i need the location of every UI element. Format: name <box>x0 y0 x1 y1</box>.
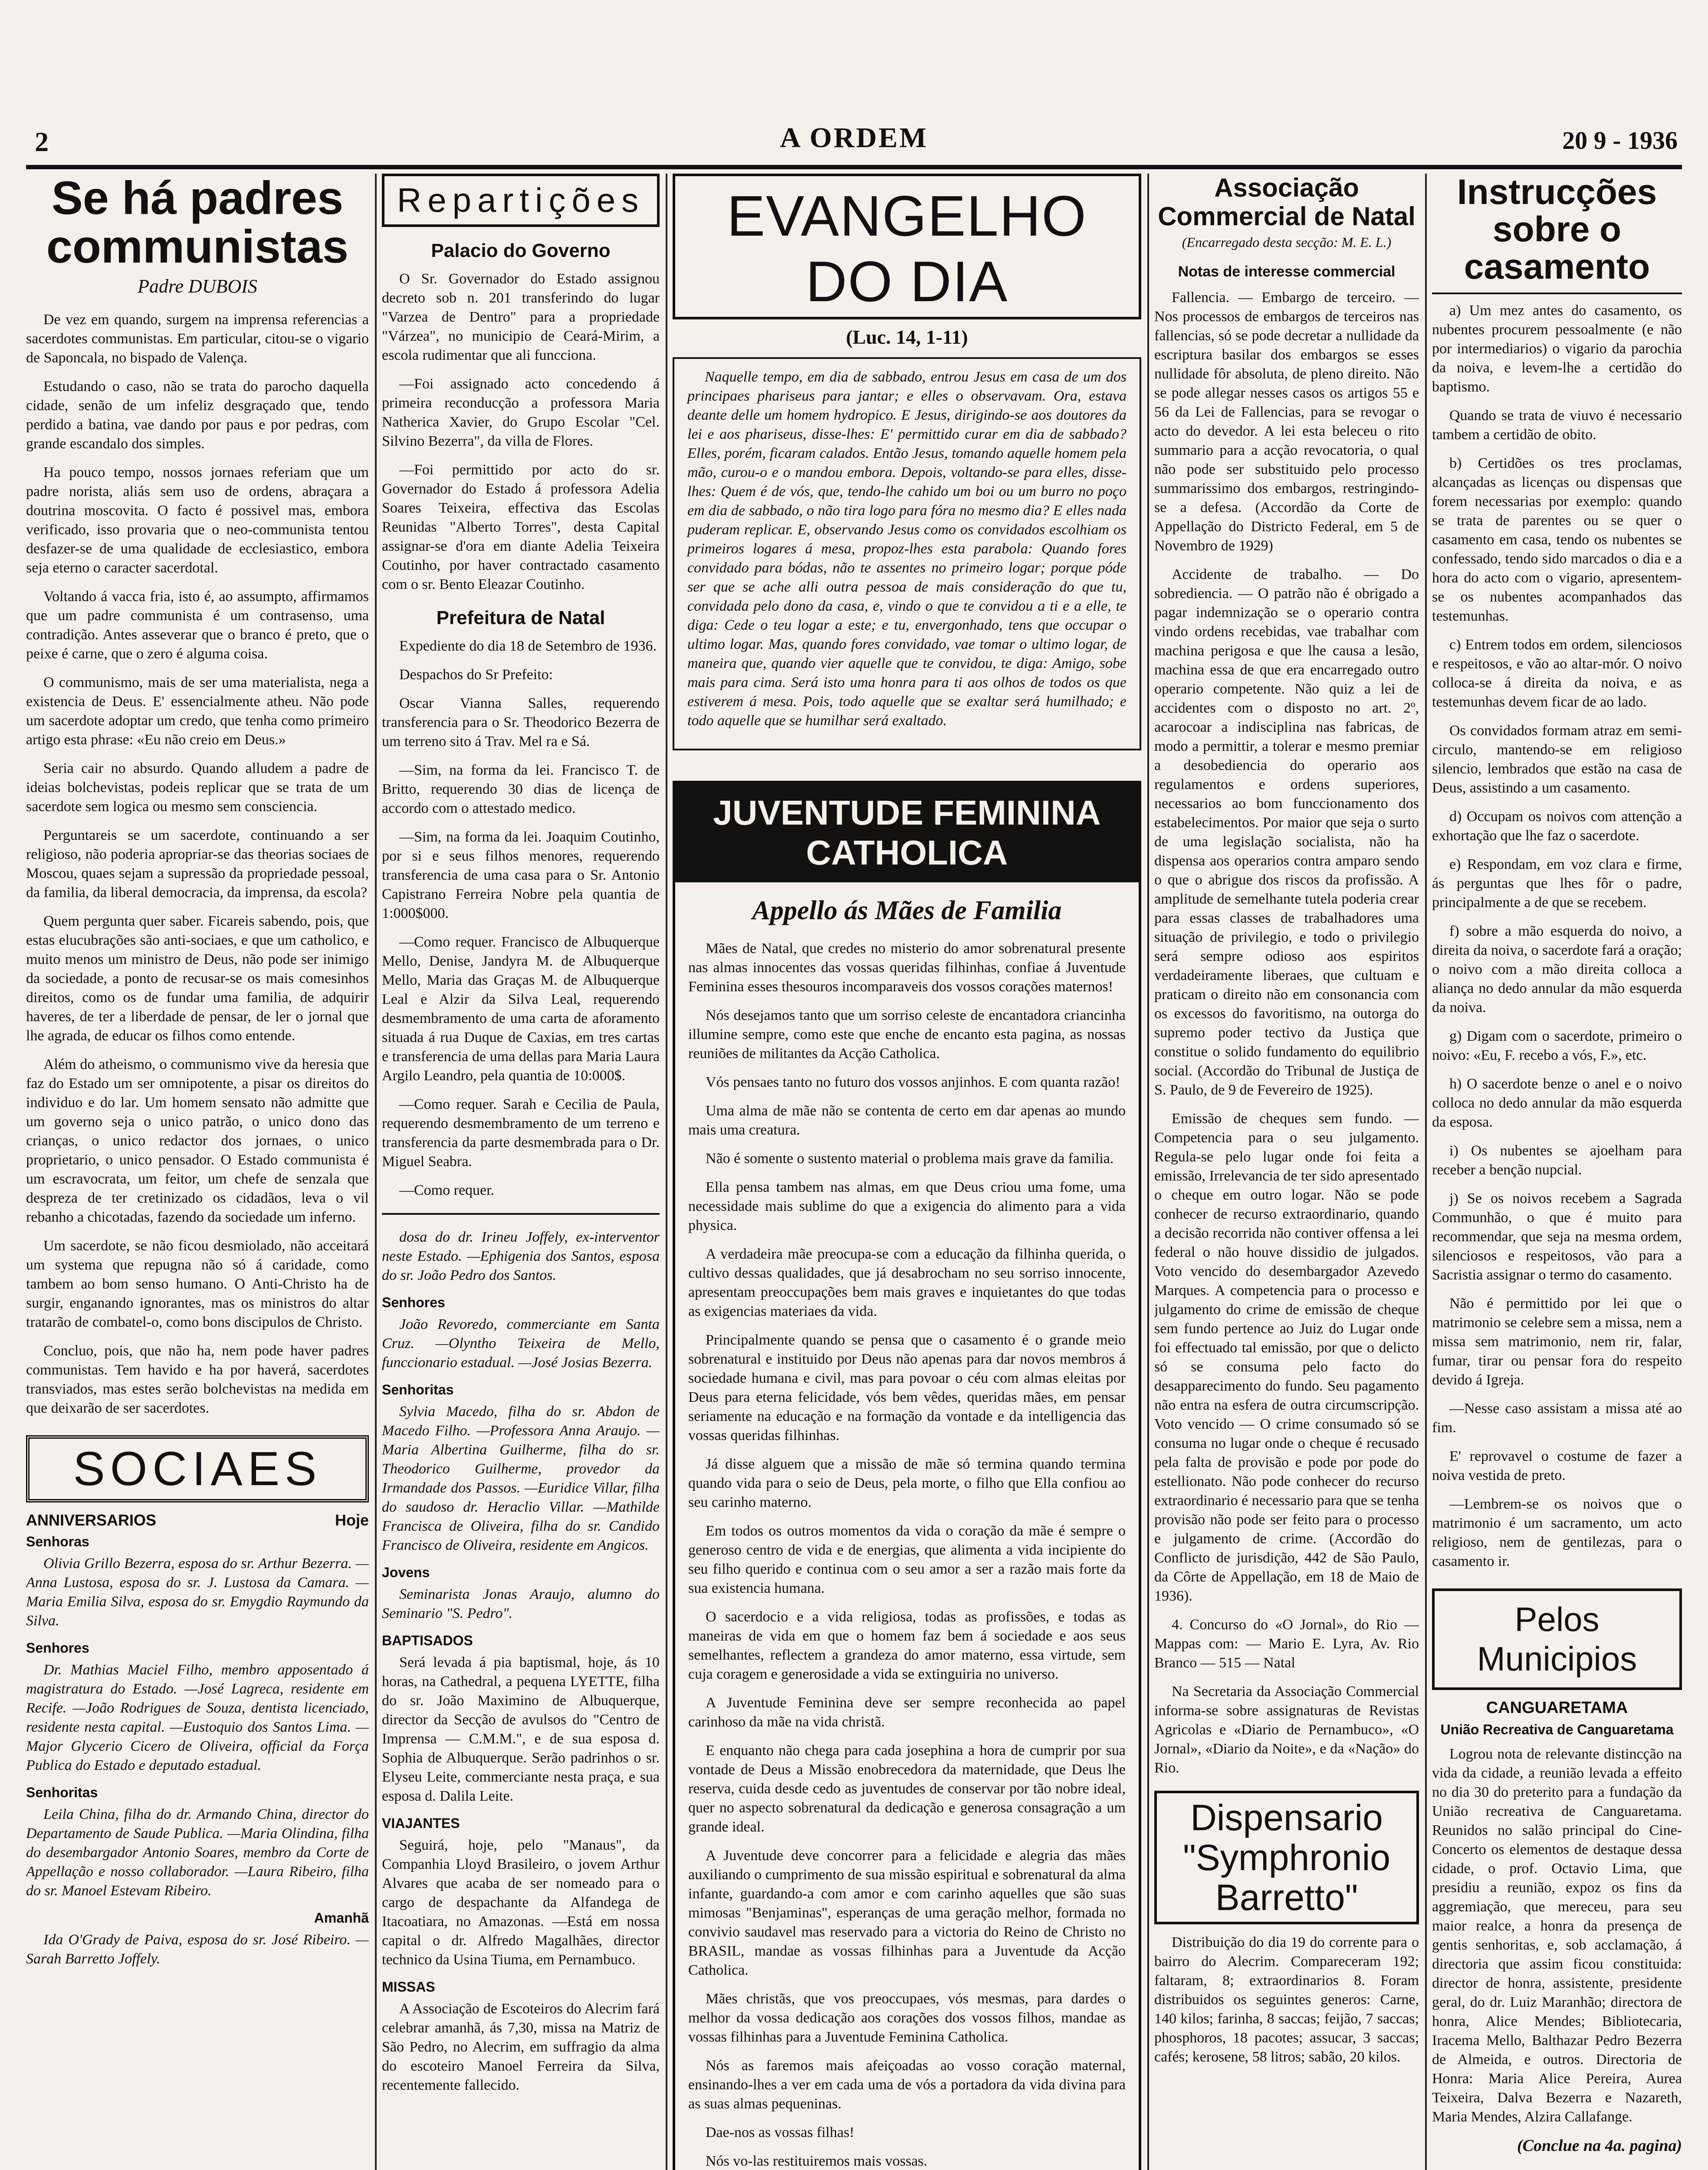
misses-label: Senhoritas <box>26 1785 98 1800</box>
paragraph: O sacerdocio e a vida religiosa, todas as profissões, e todas as maneiras de vida em que o homem faz bem á sociedade e aos seus semelhantes, reflectem a grandeza do amor materno, essa virtude, sem cuja coragem e generosidade a vida se extinguiria no universo. <box>688 1609 1126 1682</box>
youths-label: Jovens <box>382 1565 430 1580</box>
paragraph: Além do atheismo, o communismo vive da heresia que faz do Estado um ser omnipotente, a pisar os direitos do individuo e do lar. Um homem sensato não admitte que um governo seja o unico patrão, o unico dono das crianças, o unico redactor dos jornaes, o unico proprietario, o unico pensador. O Estado communista é um escravocrata, um feitor, um chefe de senzala que despreza de ter cretinizado os cidadãos, leva o vil rebanho a chicotadas, fazendo da sociedade um inferno. <box>26 1056 369 1225</box>
issue-date: 20 9 - 1936 <box>1562 126 1678 155</box>
column-rule <box>666 174 667 2170</box>
social-continued: dosa do dr. Irineu Joffely, ex-interventor neste Estado. —Ephigenia dos Santos, esposa do sr. João Pedro dos Santos. <box>382 1229 660 1283</box>
paragraph: Principalmente quando se pensa que o casamento é o grande meio sobrenatural e instituido por Deus não apenas para dar novos membros á sociedade humana e civil, mas para povoar o céu com almas eleitas por Deus para eterna felicidade, vós bem vêdes, queridas mães, em pensar seriamente na educação e na formação da vontade e da intelligencia das vossas queridas filhinhas. <box>688 1332 1126 1443</box>
misses-label: Senhoritas <box>382 1382 454 1397</box>
dispensario-title: Dispensario "Symphronio Barretto" <box>1154 1791 1419 1924</box>
column-gospel <box>673 174 1141 2170</box>
column-rule <box>1147 174 1149 2170</box>
column-associacao <box>1154 174 1419 2170</box>
misses-list: Sylvia Macedo, filha do sr. Abdon de Macedo Filho. —Professora Anna Araujo. —Maria Albertina Guilherme, filha do sr. Theodorico Guilherme, provedor da Irmandade dos Passos. —Euridice Villar, filha do saudoso dr. Heraclio Villar. —Mathilde Francisca de Oliveira, filha do sr. Candido Francisco de Oliveira, residente em Angicos. <box>382 1404 660 1553</box>
gentlemen-label: Senhores <box>382 1295 445 1310</box>
paragraph: —Nesse caso assistam a missa até ao fim. <box>1432 1401 1682 1436</box>
commercial-notes-label: Notas de interesse commercial <box>1178 263 1396 280</box>
column-rule <box>1425 174 1427 2170</box>
paragraph: Nós as faremos mais afeiçoadas ao vosso coração maternal, ensinando-lhes a ver em cada uma de vós a portadora da vida divina para as suas almas pequeninas. <box>688 2058 1126 2112</box>
section-title-municipios: Pelos Municipios <box>1432 1588 1682 1690</box>
paragraph: O communismo, mais de ser uma materialista, nega a existencia de Deus. E' essencialmente atheu. Não pode um sacerdote adoptar um credo, que tenha como primeiro artigo esta phrase: «Eu não creio em Deus.» <box>26 674 369 748</box>
masthead <box>26 108 1682 169</box>
paragraph: Despachos do Sr Prefeito: <box>399 667 553 683</box>
section-title-instrucoes: Instrucções sobre o casamento <box>1457 174 1657 286</box>
anniversaries-header <box>26 1511 369 1529</box>
club-name: União Recreativa de Canguaretama <box>1440 1722 1674 1737</box>
paragraph: Não é somente o sustento material o problema mais grave da familia. <box>706 1151 1114 1167</box>
paragraph: A Juventude deve concorrer para a felicidade e alegria das mães auxiliando o cumprimento de sua missão espiritual e sobrenatural da alma infante, guardando-a com amor e com carinho aquelles que são suas mimosas "Benjaminas", esperanças de uma geração melhor, formada no convivio saudavel mas reservado para a victoria do Reino de Christo no BRASIL, mandae as vossas filhinhas para a Juventude da Acção Catholica. <box>688 1848 1126 1978</box>
column-reparticoes <box>382 174 660 2170</box>
continued-note: (Conclue na 4a. pagina) <box>1517 2137 1682 2155</box>
paragraph: Na Secretaria da Associação Commercial informa-se sobre assignaturas de Revistas Agricolas e «Diario de Pernambuco», «O Jornal», «Diario da Noite», e da «Nação» do Rio. <box>1154 1683 1419 1776</box>
masses-label: MISSAS <box>382 1979 435 1995</box>
paragraph: d) Occupam os noivos com attenção a exhortação que lhe faz o sacerdote. <box>1432 809 1682 844</box>
municipios-text: Logrou nota de relevante distincção na vida da cidade, a reunião levada a effeito no dia 30 do preterito para a fundação da União recreativa de Canguaretama. Reunidos no salão principal do Cine-Concerto os elementos de destaque dessa cidade, o prof. Octavio Lima, que presidiu a reunião, expoz os fins da aggremiação, que mereceu, para seu maior realce, a honra da presença de gentis senhoritas, e, sob acclamação, á directoria que assim ficou constituida: director de honra, assistente, presidente geral, do dr. Luiz Maranhão; directora de honra, Alice Mendes; Bibliotecaria, Iracema Mello, Balthazar Pedro Bezerra de Almeida, e outros. Directoria de Honra: Maria Alice Pereira, Aurea Teixeira, Dalva Bezerra e Nazareth, Maria Mendes, Alzira Callafange. <box>1432 1746 1682 2125</box>
travellers-label: VIAJANTES <box>382 1815 460 1831</box>
column-rule <box>375 174 377 2170</box>
paragraph: Perguntareis se um sacerdote, continuando a ser religioso, não poderia apropriar-se das theorias sociaes de Moscou, quaes sejam a supressão da propriedade pessoal, da familia, da liberal democracia, da imprensa, da escola? <box>26 827 369 901</box>
paragraph: Expediente do dia 18 de Setembro de 1936. <box>399 638 657 654</box>
paragraph: Vós pensaes tanto no futuro dos vossos anjinhos. E com quanta razão! <box>706 1074 1120 1090</box>
town-name: CANGUARETAMA <box>1486 1699 1628 1717</box>
paragraph: Concluo, pois, que não ha, nem pode haver padres communistas. Tem havido e ha por haverá, sacerdotes transviados, mas estes serão bolchevistas na medida em que deixarão de ser sacerdotes. <box>26 1343 369 1416</box>
paragraph: Quando se trata de viuvo é necessario tambem a certidão de obito. <box>1432 408 1682 443</box>
paragraph: c) Entrem todos em ordem, silenciosos e respeitosos, e vão ao altar-mór. O noivo colloca-se á direita da noiva, e as testemunhas devem ficar de ao lado. <box>1432 637 1682 710</box>
ladies-list: Olivia Grillo Bezerra, esposa do sr. Arthur Bezerra. —Anna Lustosa, esposa do sr. J. Lustosa da Camara. —Maria Emilia Silva, esposa do sr. Emygdio Raymundo da Silva. <box>26 1555 369 1629</box>
paragraph: —Foi permittido por acto do sr. Governador do Estado á professora Adelia Soares Teixeira, effectiva das Escolas Reunidas "Alberto Torres", desta Capital assignar-se d'ora em diante Adelia Teixeira Coutinho, por haver contractado casamento com o sr. Bento Eleazar Coutinho. <box>382 462 660 592</box>
prefecture-label: Prefeitura de Natal <box>436 607 605 628</box>
section-note: (Encarregado desta secção: M. E. L.) <box>1182 234 1392 250</box>
paragraph: e) Respondam, em voz clara e firme, ás perguntas que lhes fôr o padre, principalmente a de que se recebem. <box>1432 856 1682 911</box>
today-label: Hoje <box>335 1511 369 1529</box>
tomorrow-list: Ida O'Grady de Paiva, esposa do sr. José Ribeiro. —Sarah Barretto Joffely. <box>26 1932 369 1967</box>
baptisms-label: BAPTISADOS <box>382 1633 473 1648</box>
paragraph: —Sim, na forma da lei. Joaquim Coutinho, por si e seus filhos menores, requerendo transferencia de uma casa para o Sr. Antonio Capistrano Ferreira Nobre pela quantia de 1:000$000. <box>382 829 660 921</box>
paragraph: Accidente de trabalho. — Do sobrediencia. — O patrão não é obrigado a pagar indemnização se o operario contra vindo ordens recebidas, vae trabalhar com machina perigosa e que lhe causa a lesão, machina essa de que era encarregado outro operario competente. Não quiz a lei de accidentes com o disposto no art. 2º, acarocoar a indisciplina nas fabricas, de modo a permittir, a tolerar e mesmo premiar a desobediencia do operario aos regulamentos e ordens superiores, necessarios ao bom funccionamento dos estabelecimentos. Por maior que seja o surto de uma legislação socialista, não ha dispensa aos operarios contra amparo sendo o que o abrigue dos riscos da profissão. A amplitude de semelhante tutela poderia crear para essas classes de trabalhadores uma situação de privilegio, e todo o privilegio será sempre odioso aos espiritos verdadeiramente liberaes, que cultuam e praticam o direito não em consonancia com os excessos do favoritismo, na outorga do supremo poder tectivo da Justiça que constitue o solido fundamento do equilibrio social. (Accordão do Tribunal de Justiça de S. Paulo, de 9 de Fevereiro de 1925). <box>1154 566 1419 1098</box>
paragraph: i) Os nubentes se ajoelham para receber a benção nupcial. <box>1432 1143 1682 1178</box>
masses-text: A Associação de Escoteiros do Alecrim fará celebrar amanhã, ás 7,30, missa na Matriz de São Pedro, no Alecrim, em suffragio da alma do escoteiro Manoel Ferreira da Silva, recentemente fallecido. <box>382 2001 660 2093</box>
newspaper-page <box>26 26 1682 2170</box>
paragraph: E' reprovavel o costume de fazer a noiva vestida de preto. <box>1432 1448 1682 1483</box>
article-body <box>26 310 369 1418</box>
paragraph: Oscar Vianna Salles, requerendo transferencia para o Sr. Theodorico Bezerra de um terreno sito á Trav. Mel ra e Sá. <box>382 695 660 750</box>
paragraph: A Juventude Feminina deve ser sempre reconhecida ao papel carinhoso da mãe na vida christã. <box>688 1695 1126 1730</box>
paragraph: b) Certidões os tres proclamas, alcançadas as licenças ou dispensas que forem necessarias por exemplo: quando se trata de parentes ou se quer o casamento em casa, tendo os nubentes se confessado, tendo sido marcados o dia e a hora do acto com o vigario, apresentem-se os nubentes acompanhados das testemunhas. <box>1432 455 1682 624</box>
paragraph: Fallencia. — Embargo de terceiro. — Nos processos de embargos de terceiros nas fallencias, só se pode decretar a nullidade da escriptura basilar dos embargos se esses nullidade fôr absoluta, de pleno direito. Não se pode allegar nesses casos os artigos 55 e 56 da Lei de Fallencias, para se revogar o acto do devedor. A lei esta beleceu o rito summario para a acção revocatoria, o qual não pode ser substituido pelo processo summarissimo dos embargos, restringindo-se a defesa. (Accordão da Corte de Appellação do Districto Federal, em 5 de Novembro de 1929) <box>1154 289 1419 554</box>
paragraph: E enquanto não chega para cada josephina a hora de cumprir por sua vontade de Deus a Missão enobrecedora da maternidade, que Deus lhe reserva, cuida desde cedo as juventudes de conservar por tão nobre ideal, quer no aspecto sobrenatural da dedicação e generosa consagração a um grande ideal. <box>688 1743 1126 1835</box>
article-title-padres-communistas: Se há padres communistas <box>46 174 349 273</box>
palace-label: Palacio do Governo <box>431 240 611 261</box>
paragraph: Estudando o caso, não se trata do parocho daquella cidade, senão de um infeliz desgraçado que, tendo perdido a batina, vae dando por paus e por pedras, com grande escandalo dos simples. <box>26 378 369 452</box>
divider <box>1432 293 1682 294</box>
paragraph: Ella pensa tambem nas almas, em que Deus criou uma fome, uma necessidade mais sublime do que a exigencia do alimento para a vida physica. <box>688 1179 1126 1233</box>
paragraph: Uma alma de mãe não se contenta de certo em dar apenas ao mundo mais uma creatura. <box>688 1103 1126 1138</box>
page-number: 2 <box>35 126 49 157</box>
paragraph: Não é permittido por lei que o matrimonio se celebre sem a missa, nem a missa sem matrimonio, nem rir, falar, fumar, tirar ou pensar fora do respeito devido á Igreja. <box>1432 1295 1682 1388</box>
paragraph: f) sobre a mão esquerda do noivo, a direita da noiva, o sacerdote fará a oração; o noivo com a mão direita colloca a aliança no dedo annular da mão esquerda da noiva. <box>1432 923 1682 1016</box>
paragraph: Emissão de cheques sem fundo. — Competencia para o seu julgamento. Regula-se pelo lugar onde foi feita a emissão, Irrelevancia de ter sido apresentado o cheque em outro logar. Não se pode conhecer de recurso extraordinario, quando a decisão recorrida não contiver offensa a lei federal o não houve dissidio de julgados. Voto vencido do desembargador Azevedo Marques. A competencia para o processo e julgamento do crime de emissão de cheque sem fundo pertence ao Juiz do Lugar onde foi effectuado tal emissão, por que o delicto só se consuma pelo facto do desapparecimento do fundo. Seu pagamento não entra na esfera de outra circumscripção. Voto vencido — O crime consumado só se consuma no lugar onde o cheque é recusado pela falta de provisão e pode por pode do estellionato. Não pode conhecer do recurso extraordinario é necessario para que se tenha provisão não pode ser feito para o processo e julgamento de crime. (Accordão do Conflicto de jurisdição, 442 de São Paulo, da Côrte de Appellação, em 18 de Maio de 1936). <box>1154 1111 1419 1604</box>
gentlemen-list: João Revoredo, commerciante em Santa Cruz. —Olyntho Teixeira de Mello, funccionario estadual. —José Josias Bezerra. <box>382 1316 660 1371</box>
paragraph: —Como requer. <box>399 1182 495 1198</box>
section-title-sociaes: SOCIAES <box>26 1435 369 1503</box>
travellers-text: Seguirá, hoje, pelo "Manaus", da Companhia Lloyd Brasileiro, o jovem Arthur Alvares que acaba de ser nomeado para o cargo de despachante da Alfandega de Itacoatiara, no Amazonas. —Está em nossa capital o dr. Alfredo Magalhães, director technico da Usina Tiuma, em Pernambuco. <box>382 1837 660 1968</box>
paragraph: g) Digam com o sacerdote, primeiro o noivo: «Eu, F. recebo a vós, F.», etc. <box>1432 1028 1682 1063</box>
gentlemen-label: Senhores <box>26 1640 89 1656</box>
section-title-juventude: JUVENTUDE FEMININA CATHOLICA <box>675 783 1139 882</box>
section-title-associacao: Associação Commercial de Natal <box>1158 174 1416 231</box>
misses-list: Leila China, filha do dr. Armando China, director do Departamento de Saude Publica. —Maria Olindina, filha do desembargador Antonio Soares, membro da Corte de Appellação e nosso collaborador. —Laura Ribeiro, filha do sr. Manoel Estevam Ribeiro. <box>26 1806 369 1899</box>
paragraph: Ha pouco tempo, nossos jornaes referiam que um padre norista, aliás sem uso de ordens, abraçara a doutrina moscovita. O facto é possivel mas, embora verificado, isso provaria que o neo-communista tentou desfazer-se de uma qualidade de ecclesiastico, embora seja eterno o caracter sacerdotal. <box>26 464 369 576</box>
paragraph: Quem pergunta quer saber. Ficareis sabendo, pois, que estas elucubrações são anti-sociaes, e que um catholico, e muito menos um ministro de Deus, não pode ser inimigo da sociedade, a ponto de recusar-se os mais comesinhos direitos, como os de fundar uma familia, de adquirir haveres, de ter a liberdade de pensar, de ler o jornal que lhe agrada, de educar os filhos como entende. <box>26 913 369 1044</box>
paragraph: h) O sacerdote benze o anel e o noivo colloca no dedo annular da mão esquerda da esposa. <box>1432 1076 1682 1130</box>
ladies-label: Senhoras <box>26 1534 89 1549</box>
paragraph: Seria cair no absurdo. Quando alludem a padre de ideias bolchevistas, podeis replicar que se trata de um sacerdote sem logica ou mesmo sem consciencia. <box>26 760 369 815</box>
divider <box>382 1213 660 1215</box>
newspaper-name: A ORDEM <box>780 122 928 154</box>
gospel-text: Naquelle tempo, em dia de sabbado, entrou Jesus em casa de um dos principaes phariseus para jantar; e elles o observavam. Ora, estava deante delle um homem hydropico. E Jesus, dirigindo-se aos doutores da lei e aos phariseus, disse-lhes: E' permittido curar em dia de sabbado? Elles, porém, ficaram calados. Então Jesus, tomando aquelle homem pela mão, curou-o e o mandou embora. Depois, voltando-se para elles, disse-lhes: Quem é de vós, que, tendo-lhe cahido um boi ou um burro no poço em dia de sabbado, o não tira logo para fóra no mesmo dia? E elles nada puderam replicar. E, observando Jesus como os convidados escolhiam os primeiros logares á mesa, propoz-lhes esta parabola: Quando fores convidado para bódas, não te assentes no primeiro logar; porque póde ser que se ache alli outra pessoa de mais consideração do que tu, convidada pelo dono da casa, e, vindo o que te convidou a ti e a elle, te diga: Cede o teu logar a este; e tu, envergonhado, tens que occupar o ultimo logar. Mas, quando fores convidado, vae tomar o ultimo logar, de maneira que, quando vier aquelle que te convidou, te diga: Amigo, sobe mais para cima. Será isto uma honra para ti aos olhos de todos os que estiverem á mesa. Pois, todo aquelle que se exaltar será humilhado; e todo aquelle que se humilhar será exaltado. <box>687 369 1127 729</box>
column-instrucoes <box>1432 174 1682 2170</box>
paragraph: 4. Concurso do «O Jornal», do Rio — Mappas com: — Mario E. Lyra, Av. Rio Branco — 515 — Natal <box>1154 1617 1419 1671</box>
paragraph: —Sim, na forma da lei. Francisco T. de Britto, requerendo 30 dias de licença de accordo com o attestado medico. <box>382 762 660 816</box>
paragraph: —Lembrem-se os noivos que o matrimonio é um sacramento, um acto religioso, nem de gentilezas, para o casamento ir. <box>1432 1496 1682 1569</box>
paragraph: j) Se os noivos recebem a Sagrada Communhão, o que é muito para recommendar, que seja na mesma ordem, silenciosos e respeitosos, vão para a Sacristia assignar o termo do casamento. <box>1432 1190 1682 1283</box>
paragraph: De vez em quando, surgem na imprensa referencias a sacerdotes communistas. Em particular, citou-se o vigario de Saponcala, no bispado de Valença. <box>26 312 369 366</box>
paragraph: —Como requer. Francisco de Albuquerque Mello, Denise, Jandyra M. de Albuquerque Mello, Maria das Graças M. de Albuquerque Leal e Alzir da Silva Leal, requerendo desmembramento de uma carta de aforamento situada á rua Duque de Caxias, em tres cartas e transferencia de uma dellas para Maria Laura Argilo Leandro, pela quantia de 10:000$. <box>382 934 660 1084</box>
paragraph: Voltando á vacca fria, isto é, ao assumpto, affirmamos que um padre communista é um contrasenso, uma contradição. Antes asseverar que o branco é preto, que o peixe é carne, que o zero é alguma coisa. <box>26 589 369 662</box>
baptisms-text: Será levada á pia baptismal, hoje, ás 10 horas, na Cathedral, a pequena LYETTE, filha do sr. João Maximino de Albuquerque, director da Secção de avulsos do "Centro de Imprensa — C.M.M.", e de sua esposa d. Sophia de Albuquerque. Serão padrinhos o sr. Elyseu Leite, commerciante nesta praça, e sua esposa d. Dalila Leite. <box>382 1654 660 1804</box>
paragraph: Os convidados formam atraz em semi-circulo, mantendo-se em religioso silencio, lembrados que estão na casa de Deus, assistindo a um casamento. <box>1432 723 1682 796</box>
paragraph: Dae-nos as vossas filhas! <box>706 2124 854 2140</box>
paragraph: A verdadeira mãe preocupa-se com a educação da filhinha querida, o cultivo dessas qualidades, que já desabrocham no seu sorriso innocente, apresentam preoccupações bem mais graves e inquietantes do que todas as exigencias materiaes da vida. <box>688 1246 1126 1319</box>
paragraph: —Foi assignado acto concedendo á primeira reconducção a professora Maria Natherica Xavier, do Grupo Escolar "Cel. Silvino Bezerra", da villa de Flores. <box>382 376 660 449</box>
paragraph: Um sacerdote, se não ficou desmiolado, não acceitará um systema que repugna não só á caridade, como tambem ao bom senso humano. O Anti-Christo ha de surgir, enganando ignorantes, mas os ministros do altar tratarão de combatel-o, como bons discipulos de Christo. <box>26 1238 369 1330</box>
paragraph: Já disse alguem que a missão de mãe só termina quando termina quando vida para o seio de Deus, pela morte, o filho que Ella confiou ao seu carinho materno. <box>688 1456 1126 1510</box>
gospel-reference: (Luc. 14, 1-11) <box>846 326 968 348</box>
paragraph: Mães de Natal, que credes no misterio do amor sobrenatural presente nas almas innocentes das vossas queridas filhinhas, confiae á Juventude Feminina esses thesouros incomparaveis dos vossos corações maternos! <box>688 940 1126 995</box>
paragraph: Nós vo-las restituiremos mais vossas. <box>706 2153 927 2169</box>
tomorrow-label: Amanhã <box>314 1910 369 1926</box>
paragraph: O Sr. Governador do Estado assignou decreto sob n. 201 transferindo do lugar "Varzea de Dentro" para a propriedade "Várzea", no municipio de Ceará-Mirim, a escola rudimentar que ali funcciona. <box>382 271 660 363</box>
dispensario-text: Distribuição do dia 19 do corrente para o bairro do Alecrim. Compareceram 192; faltaram, 8; extraordinarios 8. Foram distribuidos os seguintes generos: Carne, 140 kilos; farinha, 8 saccas; feijão, 7 saccas; phosphoros, 18 pacotes; assucar, 3 saccas; cafés; kerosene, 58 litros; sabão, 20 kilos. <box>1154 1934 1419 2065</box>
youths-list: Seminarista Jonas Araujo, alumno do Seminario "S. Pedro". <box>382 1586 660 1621</box>
paragraph: Nós desejamos tanto que um sorriso celeste de encantadora criancinha illumine sempre, como este que enche de encanto esta pagina, as nossas reuniões de militantes da Acção Catholica. <box>688 1007 1126 1062</box>
column-communist-priests <box>26 174 369 2170</box>
paragraph: Em todos os outros momentos da vida o coração da mãe é sempre o generoso centro de vida e de energias, que alimenta a vida incipiente do seu filho querido e continua com o seu amor a ser a razão mais forte da sua existencia humana. <box>688 1523 1126 1596</box>
juventude-subtitle: Appello ás Mães de Familia <box>752 896 1062 925</box>
paragraph: Mães christãs, que vos preoccupaes, vós mesmas, para dardes o melhor da vossa dedicação aos corações dos vossos filhos, mandae as vossas filhinhas para a Juventude Feminina Catholica. <box>688 1991 1126 2045</box>
anniversaries-label: ANNIVERSARIOS <box>26 1511 157 1529</box>
gentlemen-list: Dr. Mathias Maciel Filho, membro apposentado á magistratura do Estado. —José Lagreca, residente em Recife. —João Rodrigues de Souza, dentista licenciado, residente nesta capital. —Eustoquio dos Santos Lima. —Major Glycerio Cicero de Oliveira, official da Força Publica do Estado e deputado estadual. <box>26 1662 369 1773</box>
juventude-box <box>673 781 1141 2170</box>
section-title-evangelho: EVANGELHO DO DIA <box>673 174 1141 319</box>
gospel-text-box <box>673 357 1141 750</box>
paragraph: a) Um mez antes do casamento, os nubentes procurem pessoalmente (e não por intermediarios) o vigario da parochia da noiva, e levem-lhe a certidão do baptismo. <box>1432 302 1682 395</box>
section-title-reparticoes: Repartições <box>382 174 660 227</box>
paragraph: —Como requer. Sarah e Cecilia de Paula, requerendo desmembramento de um terreno e transferencia da parte desmembrada para o Dr. Miguel Seabra. <box>382 1096 660 1170</box>
byline: Padre DUBOIS <box>138 276 257 297</box>
